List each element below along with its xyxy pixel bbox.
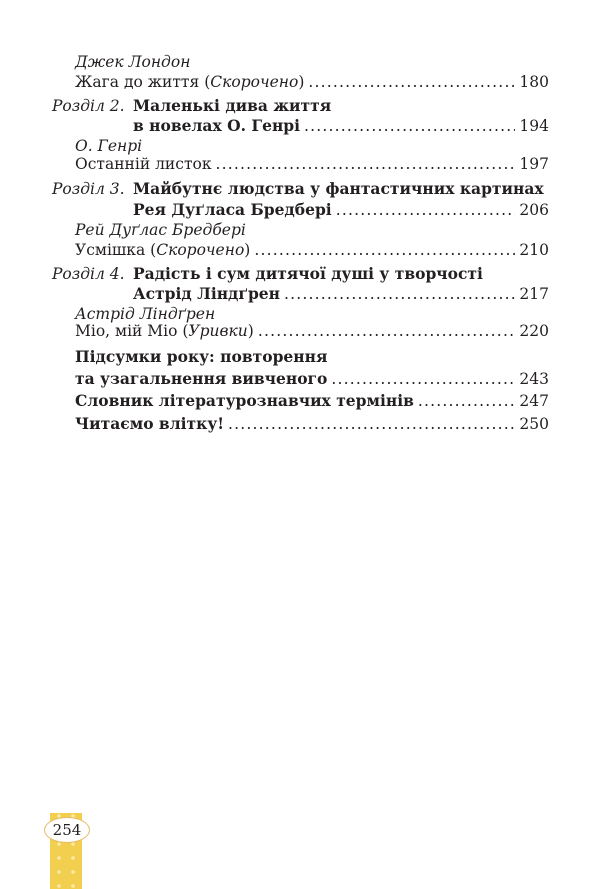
section-label: Розділ 3. [52, 180, 125, 198]
section-label: Розділ 2. [52, 97, 125, 115]
section-title: Маленькі дива життя [133, 96, 332, 115]
author: Джек Лондон [75, 53, 191, 71]
page-number: 254 [44, 817, 90, 843]
dot-leader [254, 240, 515, 260]
toc-entry[interactable]: Останній листок ..... 197 [75, 154, 549, 174]
dot-leader [284, 284, 515, 304]
toc-entry[interactable]: Читаємо влітку! ..... 250 [75, 414, 549, 434]
section-title: Радість і сум дитячої душі у творчості [133, 264, 483, 283]
toc-entry[interactable]: Усмішка ( Скорочено ) ..... 210 [75, 240, 549, 260]
toc-entry[interactable]: Жага до життя ( Скорочено ) ..... 180 [75, 72, 549, 92]
section-label: Розділ 4. [52, 265, 125, 283]
toc-entry[interactable]: Міо, мій Міо ( Уривки ) ..... 220 [75, 321, 549, 341]
author: Рей Дуґлас Бредбері [75, 221, 246, 239]
toc-entry[interactable]: та узагальнення вивченого ..... 243 [75, 369, 549, 389]
dot-leader [308, 72, 515, 92]
section-title: Майбутнє людства у фантастичних картинах [133, 179, 544, 198]
toc-heading: Підсумки року: повторення [75, 347, 328, 366]
dot-leader [418, 391, 516, 411]
author: О. Генрі [75, 137, 143, 155]
dot-leader [228, 414, 515, 434]
dot-leader [258, 321, 516, 341]
toc-entry[interactable]: Словник літературознавчих термінів ..... 247 [75, 391, 549, 411]
toc-entry[interactable]: Рея Дуґласа Бредбері ..... 206 [133, 200, 549, 220]
dot-leader [304, 116, 515, 136]
author: Астрід Ліндґрен [75, 305, 216, 323]
dot-leader [331, 369, 515, 389]
dot-leader [336, 200, 516, 220]
toc-entry[interactable]: в новелах О. Генрі ..... 194 [133, 116, 549, 136]
toc-entry[interactable]: Астрід Ліндґрен ..... 217 [133, 284, 549, 304]
dot-leader [216, 154, 516, 174]
